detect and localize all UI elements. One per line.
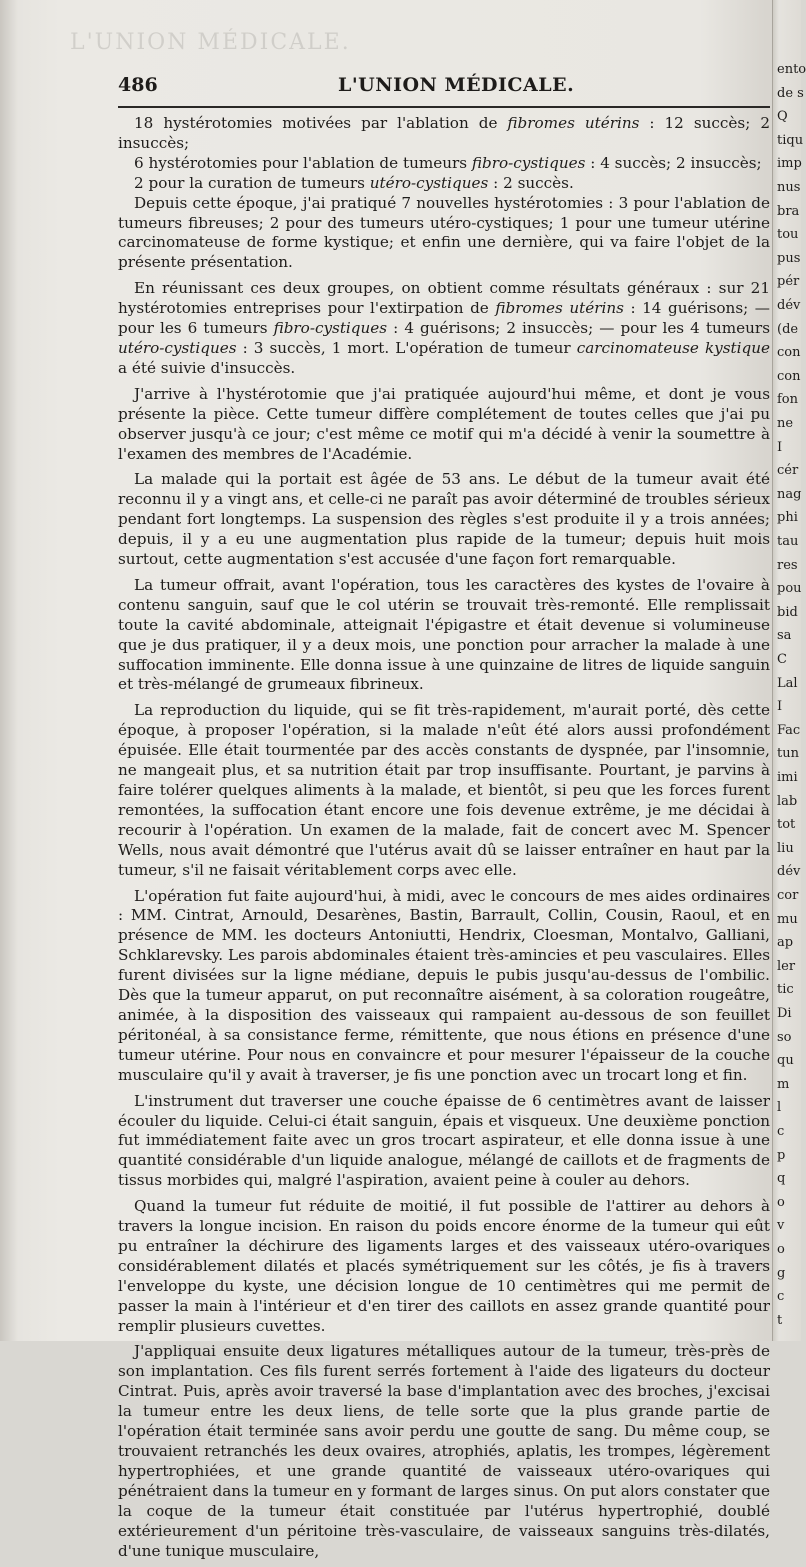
statistics-list (118, 114, 770, 194)
margin-fragment: tot (777, 817, 796, 832)
margin-fragment: m (777, 1077, 790, 1092)
bleed-through-text (70, 30, 720, 70)
paragraph: J'arrive à l'hystérotomie que j'ai pratiquée aujourd'hui même, et dont je vous présente la pièce. Cette tumeur diffère complétement de toutes celles que j'ai pu observer jusqu'à ce jour; c'est même ce motif qui m'a décidé à venir la soumettre à l'examen des membres de l'Académie. (118, 384, 770, 463)
margin-fragment: imp (777, 156, 802, 171)
margin-fragment: tau (777, 534, 799, 549)
margin-fragment: tun (777, 746, 799, 761)
margin-fragment: liu (777, 841, 794, 856)
paragraph: La reproduction du liquide, qui se fit très-rapidement, m'aurait porté, dès cette époque, à proposer l'opération, si la malade n'eût été alors aussi profondément épuisée. Elle était tourmentée par des accès constants de dyspnée, par l'insomnie, ne mangeait plus, et sa nutrition était par trop insuffisante. Pourtant, je parvins à faire tolérer quelques aliments à la malade, et bientôt, si peu que les forces furent remontées, la suffocation étant encore une fois devenue extrême, je me décidai à recourir à l'opération. Un examen de la malade, fait de concert avec M. Spencer Wells, nous avait démontré que l'utérus avait dû se laisser entraîner en haut par la tumeur, s'il ne faisait véritablement corps avec elle. (118, 701, 770, 879)
margin-fragment: v (777, 1218, 785, 1233)
bleed-through-heading: L'UNION MÉDICALE. (70, 30, 351, 55)
margin-fragment: dév (777, 864, 801, 879)
stat-line: 2 pour la curation de tumeurs utéro-cystiques : 2 succès. (134, 173, 574, 192)
article-body (118, 114, 770, 1567)
margin-fragment: p (777, 1148, 786, 1163)
margin-fragment: pou (777, 581, 802, 596)
margin-fragment: Di (777, 1006, 792, 1021)
margin-fragment: bid (777, 605, 798, 620)
margin-fragment: Lal (777, 676, 798, 691)
margin-fragment: I (777, 699, 783, 714)
margin-fragment: con (777, 369, 801, 384)
paragraph: Quand la tumeur fut réduite de moitié, il fut possible de l'attirer au dehors à travers la longue incision. En raison du poids encore énorme de la tumeur qui eût pu entraîner la déchirure des ligaments larges et des vaisseaux utéro-ovariques considérablement dilatés et placés symétriquement sur les côtés, je fis à travers l'enveloppe du kyste, une décision longue de 10 centimètres qui me permit de passer la main à l'intérieur et d'en tirer des caillots en assez grande quantité pour remplir plusieurs cuvettes. (118, 1197, 770, 1335)
margin-fragment: g (777, 1266, 786, 1281)
margin-fragment: c (777, 1124, 785, 1139)
margin-fragment: tic (777, 982, 794, 997)
margin-fragment: Fac (777, 723, 801, 738)
margin-fragment: cér (777, 463, 799, 478)
margin-fragment: con (777, 345, 801, 360)
margin-fragment: pér (777, 274, 800, 289)
stat-line: 18 hystérotomies motivées par l'ablation de fibromes utérins : 12 succès; 2 insuccès; (118, 114, 770, 152)
margin-fragment: imi (777, 770, 798, 785)
margin-fragment: o (777, 1242, 785, 1257)
stat-line: 6 hystérotomies pour l'ablation de tumeurs fibro-cystiques : 4 succès; 2 insuccès; (134, 153, 762, 172)
margin-fragment: bra (777, 204, 800, 219)
margin-fragment: res (777, 558, 798, 573)
margin-fragment: so (777, 1030, 792, 1045)
adjacent-page-edge (772, 0, 806, 1341)
margin-fragment: pus (777, 251, 801, 266)
margin-fragment: nus (777, 180, 801, 195)
margin-fragment: C (777, 652, 787, 667)
paragraph: En réunissant ces deux groupes, on obtient comme résultats généraux : sur 21 hystérotomies entreprises pour l'extirpation de fibromes utérins : 14 guérisons; — pour les 6 tumeurs fibro-cystiques : 4 guérisons; 2 insuccès; — pour les 4 tumeurs utéro-cystiques : 3 succès, 1 mort. L'opération de tumeur carcinomateuse kystique a été suivie d'insuccès. (118, 279, 770, 377)
paragraph: L'instrument dut traverser une couche épaisse de 6 centimètres avant de laisser écouler du liquide. Celui-ci était sanguin, épais et visqueux. Une deuxième ponction fut immédiatement faite avec un gros trocart aspirateur, et elle donna issue à une quantité considérable d'un liquide analogue, mélangé de caillots et de fragments de tissus morbides qui, malgré l'aspiration, avaient peine à couler au dehors. (118, 1091, 770, 1190)
paragraph: La malade qui la portait est âgée de 53 ans. Le début de la tumeur avait été reconnu il y a vingt ans, et celle-ci ne paraît pas avoir déterminé de troubles sérieux pendant fort longtemps. La suspension des règles s'est produite il y a trois années; depuis, il y a eu une augmentation plus rapide de la tumeur; depuis huit mois surtout, cette augmentation s'est accusée d'une façon fort remarquable. (118, 470, 770, 569)
margin-fragment: ento (777, 62, 806, 77)
margin-fragment: lab (777, 794, 798, 809)
margin-fragment: q (777, 1171, 786, 1186)
margin-fragment: dév (777, 298, 801, 313)
margin-fragment: l (777, 1100, 782, 1115)
margin-fragment: tiqu (777, 133, 804, 148)
margin-fragment: I (777, 440, 783, 455)
page-header (118, 70, 770, 108)
margin-fragment: fon (777, 392, 799, 407)
paragraph: Depuis cette époque, j'ai pratiqué 7 nouvelles hystérotomies : 3 pour l'ablation de tumeurs fibreuses; 2 pour des tumeurs utéro-cystiques; 1 pour une tumeur utérine carcinomateuse de forme kystique; et enfin une dernière, qui va faire l'objet de la présente présentation. (118, 193, 770, 272)
margin-fragment: qu (777, 1053, 794, 1068)
page-number: 486 (118, 74, 158, 96)
margin-fragment: ne (777, 416, 794, 431)
margin-fragment: t (777, 1313, 783, 1328)
margin-fragment: nag (777, 487, 802, 502)
paragraph: La tumeur offrait, avant l'opération, tous les caractères des kystes de l'ovaire à contenu sanguin, sauf que le col utérin se trouvait très-remonté. Elle remplissait toute la cavité abdominale, atteignait l'épigastre et était devenue si volumineuse que je dus pratiquer, il y a deux mois, une ponction pour arracher la malade à une suffocation imminente. Elle donna issue à une quinzaine de litres de liquide sanguin et très-mélangé de grumeaux fibrineux. (118, 575, 770, 694)
margin-fragment: (de (777, 322, 799, 337)
paragraph: L'opération fut faite aujourd'hui, à midi, avec le concours de mes aides ordinaires : MM. Cintrat, Arnould, Desarènes, Bastin, Barrault, Collin, Cousin, Raoul, et en présence de MM. les docteurs Antoniutti, Hendrix, Cloesman, Montalvo, Galliani, Schklarevsky. Les parois abdominales étaient très-amincies et peu vasculaires. Elles furent divisées sur la ligne médiane, depuis le pubis jusqu'au-dessus de l'ombilic. Dès que la tumeur apparut, on put reconnaître aisément, à sa coloration rougeâtre, animée, à la disposition des vaisseaux qui rampaient au-dessous de son feuillet péritonéal, à sa consistance ferme, rémittente, que nous étions en présence d'une tumeur utérine. Pour nous en convaincre et pour mesurer l'épaisseur de la couche musculaire qu'il y avait à traverser, je fis une ponction avec un trocart long et fin. (118, 886, 770, 1084)
margin-fragment: cor (777, 888, 799, 903)
margin-fragment: c (777, 1289, 785, 1304)
running-head: L'UNION MÉDICALE. (338, 74, 575, 96)
margin-fragment: de s (777, 86, 804, 101)
margin-fragment: Q (777, 109, 788, 124)
margin-fragment: ler (777, 959, 796, 974)
margin-fragment: o (777, 1195, 785, 1210)
margin-fragment: sa (777, 628, 792, 643)
margin-fragment: ap (777, 935, 794, 950)
paragraph: J'appliquai ensuite deux ligatures métalliques autour de la tumeur, très-près de son implantation. Ces fils furent serrés fortement à l'aide des ligateurs du docteur Cintrat. Puis, après avoir traversé la base d'implantation avec des broches, j'excisai la tumeur entre les deux liens, de telle sorte que la plus grande partie de l'opération était terminée sans avoir perdu une goutte de sang. Du même coup, se trouvaient retranchés les deux ovaires, atrophiés, aplatis, les trompes, légèrement hypertrophiées, et une grande quantité de vaisseaux utéro-ovariques qui pénétraient dans la tumeur en y formant de larges sinus. On put alors constater que la coque de la tumeur était constituée par l'utérus hypertrophié, doublé extérieurement d'un péritoine très-vasculaire, de vaisseaux sanguins très-dilatés, d'une tunique musculaire, (118, 1342, 770, 1560)
margin-fragment: mu (777, 912, 798, 927)
margin-fragment: phi (777, 510, 798, 525)
margin-fragment: tou (777, 227, 799, 242)
